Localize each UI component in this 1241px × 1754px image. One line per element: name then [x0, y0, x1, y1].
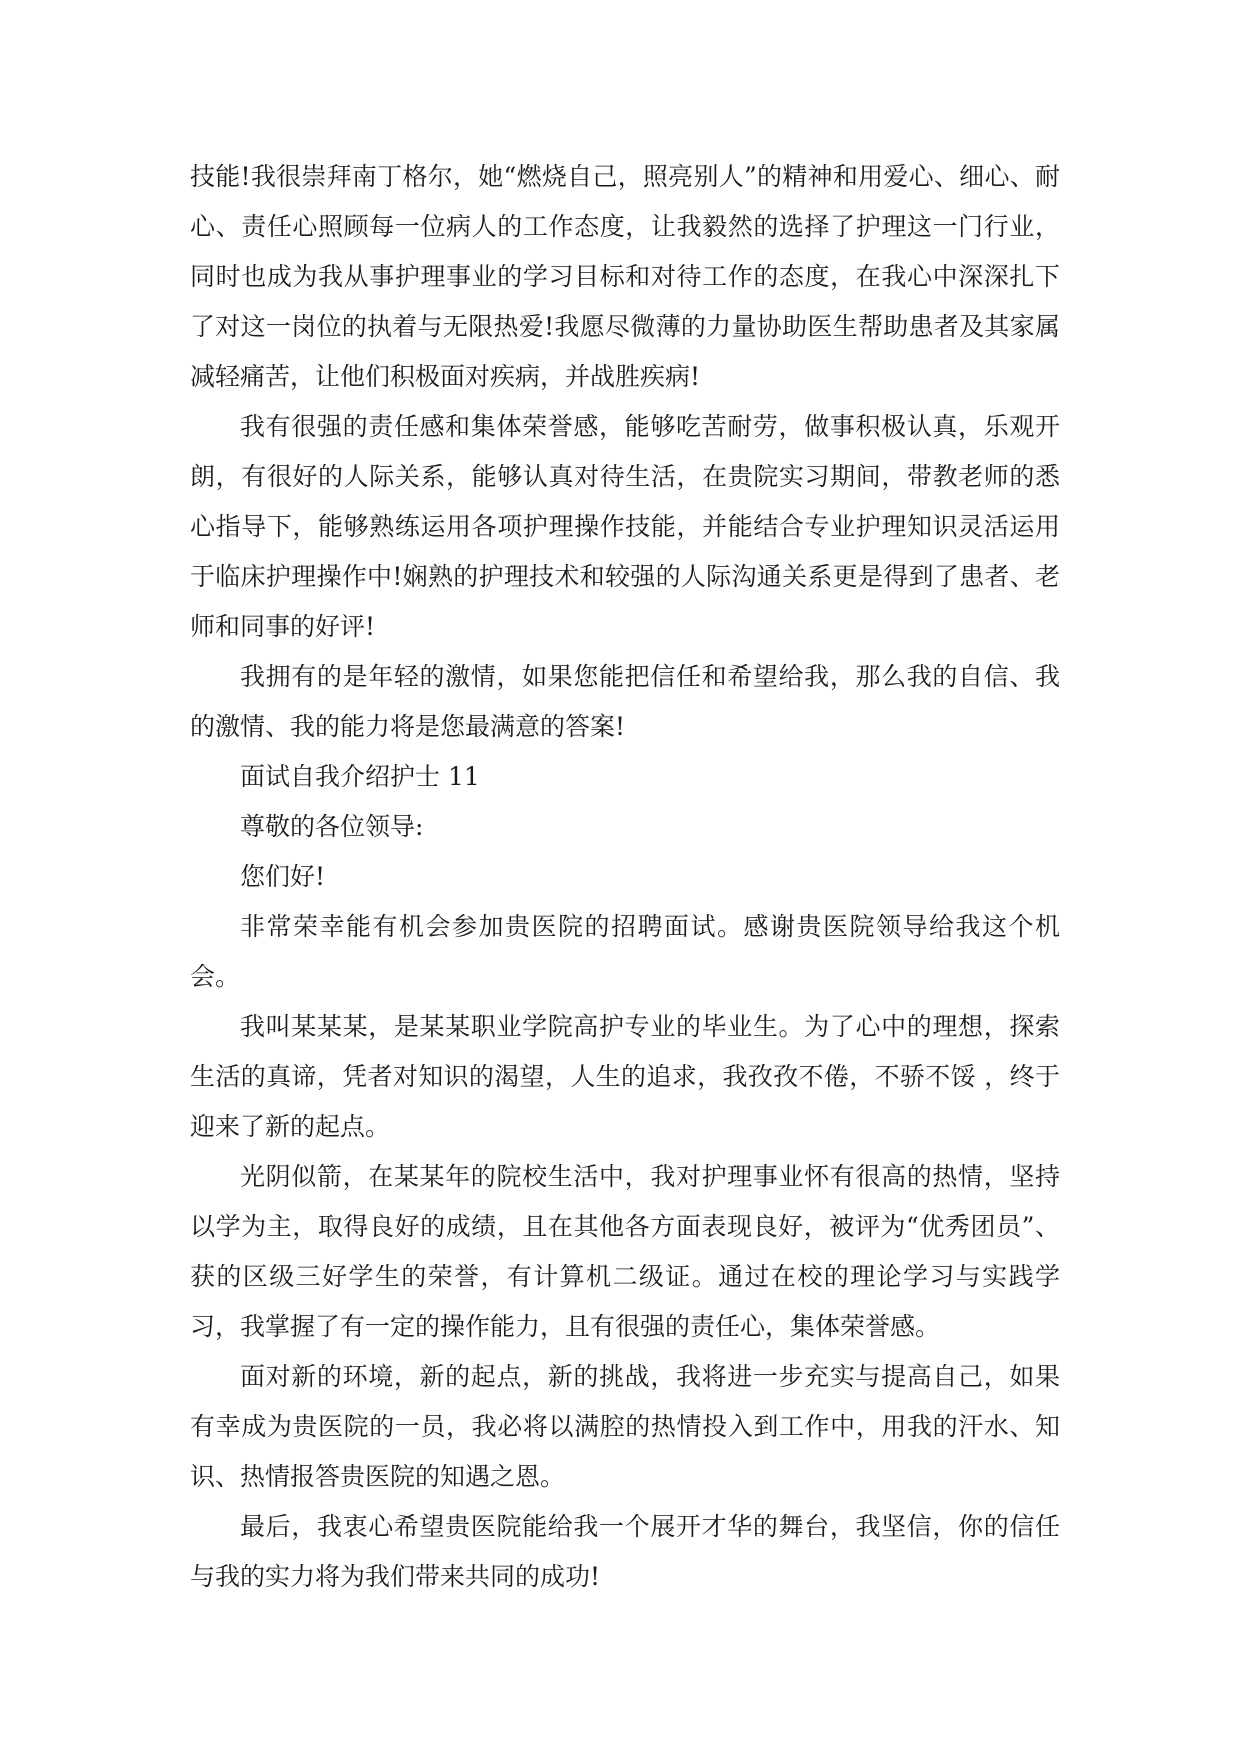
- paragraph: 我叫某某某，是某某职业学院高护专业的毕业生。为了心中的理想，探索生活的真谛，凭者对知识的渴望，人生的追求，我孜孜不倦，不骄不馁 ，终于迎来了新的起点。: [190, 1012, 1060, 1141]
- paragraph: 技能!我很崇拜南丁格尔，她“燃烧自己，照亮别人”的精神和用爱心、细心、耐心、责任心照顾每一位病人的工作态度，让我毅然的选择了护理这一门行业，同时也成为我从事护理事业的学习目标和对待工作的态度，在我心中深深扎下了对这一岗位的执着与无限热爱!我愿尽微薄的力量协助医生帮助患者及其家属减轻痛苦，让他们积极面对疾病，并战胜疾病!: [190, 162, 1060, 391]
- paragraph: 我拥有的是年轻的激情，如果您能把信任和希望给我，那么我的自信、我的激情、我的能力将是您最满意的答案!: [190, 662, 1060, 741]
- section-heading: 面试自我介绍护士 11: [240, 762, 480, 791]
- paragraph: 光阴似箭，在某某年的院校生活中，我对护理事业怀有很高的热情，坚持以学为主，取得良好的成绩，且在其他各方面表现良好，被评为“优秀团员”、获的区级三好学生的荣誉，有计算机二级证。通过在校的理论学习与实践学习，我掌握了有一定的操作能力，且有很强的责任心，集体荣誉感。: [190, 1162, 1060, 1341]
- paragraph: 面对新的环境，新的起点，新的挑战，我将进一步充实与提高自己，如果有幸成为贵医院的一员，我必将以满腔的热情投入到工作中，用我的汗水、知识、热情报答贵医院的知遇之恩。: [190, 1362, 1060, 1491]
- salutation: 尊敬的各位领导:: [240, 812, 424, 841]
- greeting: 您们好!: [240, 862, 326, 891]
- paragraph: 我有很强的责任感和集体荣誉感，能够吃苦耐劳，做事积极认真，乐观开朗，有很好的人际关系，能够认真对待生活，在贵院实习期间，带教老师的悉心指导下，能够熟练运用各项护理操作技能，并能结合专业护理知识灵活运用于临床护理操作中!娴熟的护理技术和较强的人际沟通关系更是得到了患者、老师和同事的好评!: [190, 412, 1060, 641]
- document-body: [190, 152, 1060, 1602]
- paragraph: 非常荣幸能有机会参加贵医院的招聘面试。感谢贵医院领导给我这个机会。: [190, 912, 1060, 991]
- paragraph: 最后，我衷心希望贵医院能给我一个展开才华的舞台，我坚信，你的信任与我的实力将为我们带来共同的成功!: [190, 1512, 1060, 1591]
